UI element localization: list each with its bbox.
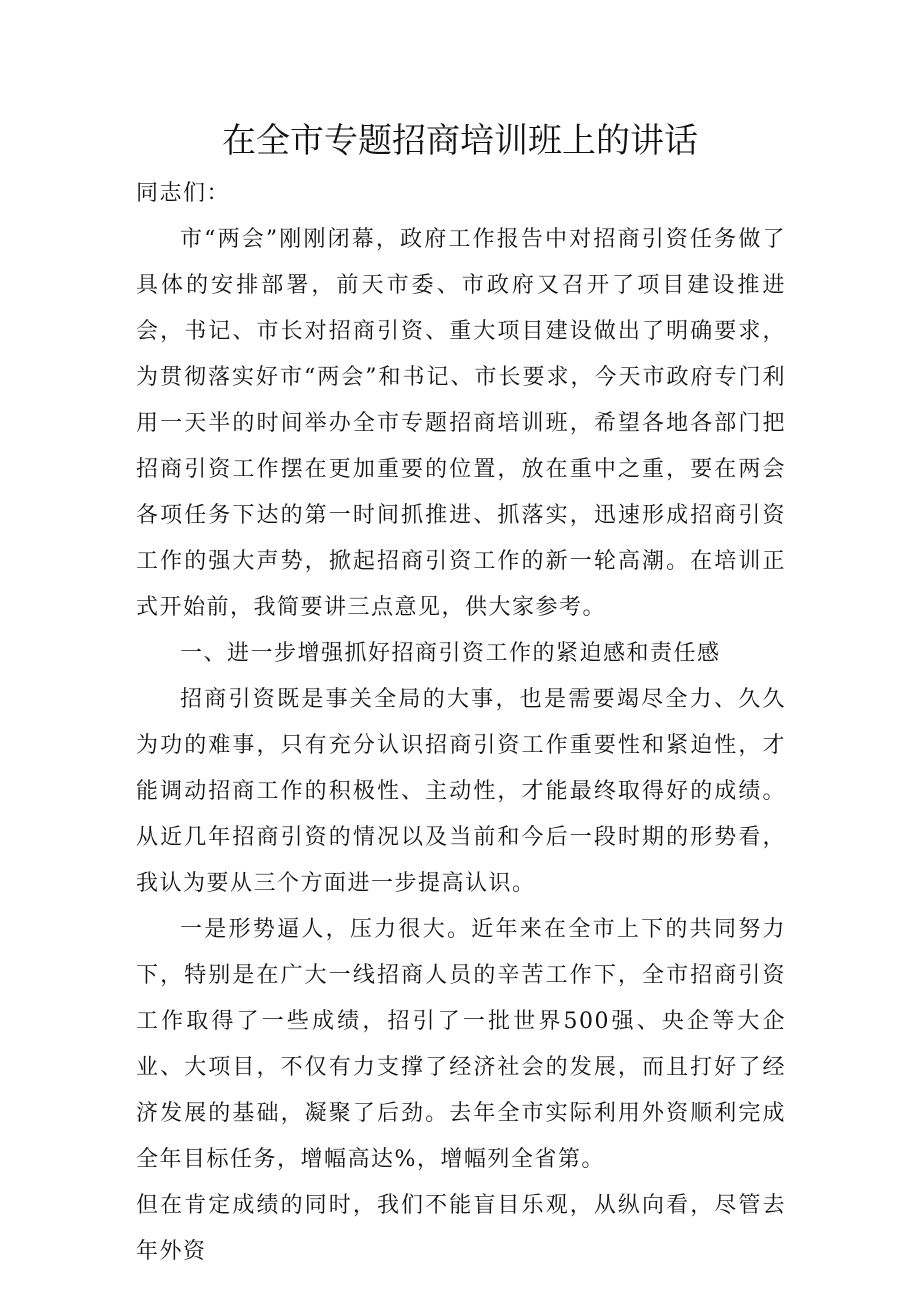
paragraph-continuation: 但在肯定成绩的同时，我们不能盲目乐观，从纵向看，尽管去年外资 bbox=[136, 1193, 786, 1264]
paragraph-opening: 市“两会”刚刚闭幕，政府工作报告中对招商引资任务做了具体的安排部署，前天市委、市政府又召开了项目建设推进会，书记、市长对招商引资、重大项目建设做出了明确要求，为贯彻落实好市“两会”和书记、市长要求，今天市政府专门利用一天半的时间举办全市专题招商培训班，希望各地各部门把招商引资工作摆在更加重要的位置，放在重中之重，要在两会各项任务下达的第一时间抓推进、抓落实，迅速形成招商引资工作的强大声势，掀起招商引资工作的新一轮高潮。在培训正式开始前，我简要讲三点意见，供大家参考。 bbox=[136, 227, 786, 620]
document-title: 在全市专题招商培训班上的讲话 bbox=[222, 121, 698, 161]
paragraph-section-1-intro: 招商引资既是事关全局的大事，也是需要竭尽全力、久久为功的难事，只有充分认识招商引资工作重要性和紧迫性，才能调动招商工作的积极性、主动性，才能最终取得好的成绩。从近几年招商引资的情况以及当前和今后一段时期的形势看，我认为要从三个方面进一步提高认识。 bbox=[136, 687, 786, 896]
section-heading-1: 一、进一步增强抓好招商引资工作的紧迫感和责任感 bbox=[180, 641, 721, 666]
paragraph-point-1: 一是形势逼人，压力很大。近年来在全市上下的共同努力下，特别是在广大一线招商人员的辛苦工作下，全市招商引资工作取得了一些成绩，招引了一批世界500强、央企等大企业、大项目，不仅有力支撑了经济社会的发展，而且打好了经济发展的基础，凝聚了后劲。去年全市实际利用外资顺利完成全年目标任务，增幅高达%，增幅列全省第。 bbox=[136, 917, 786, 1172]
salutation: 同志们： bbox=[136, 181, 231, 206]
document-body bbox=[136, 171, 786, 1275]
